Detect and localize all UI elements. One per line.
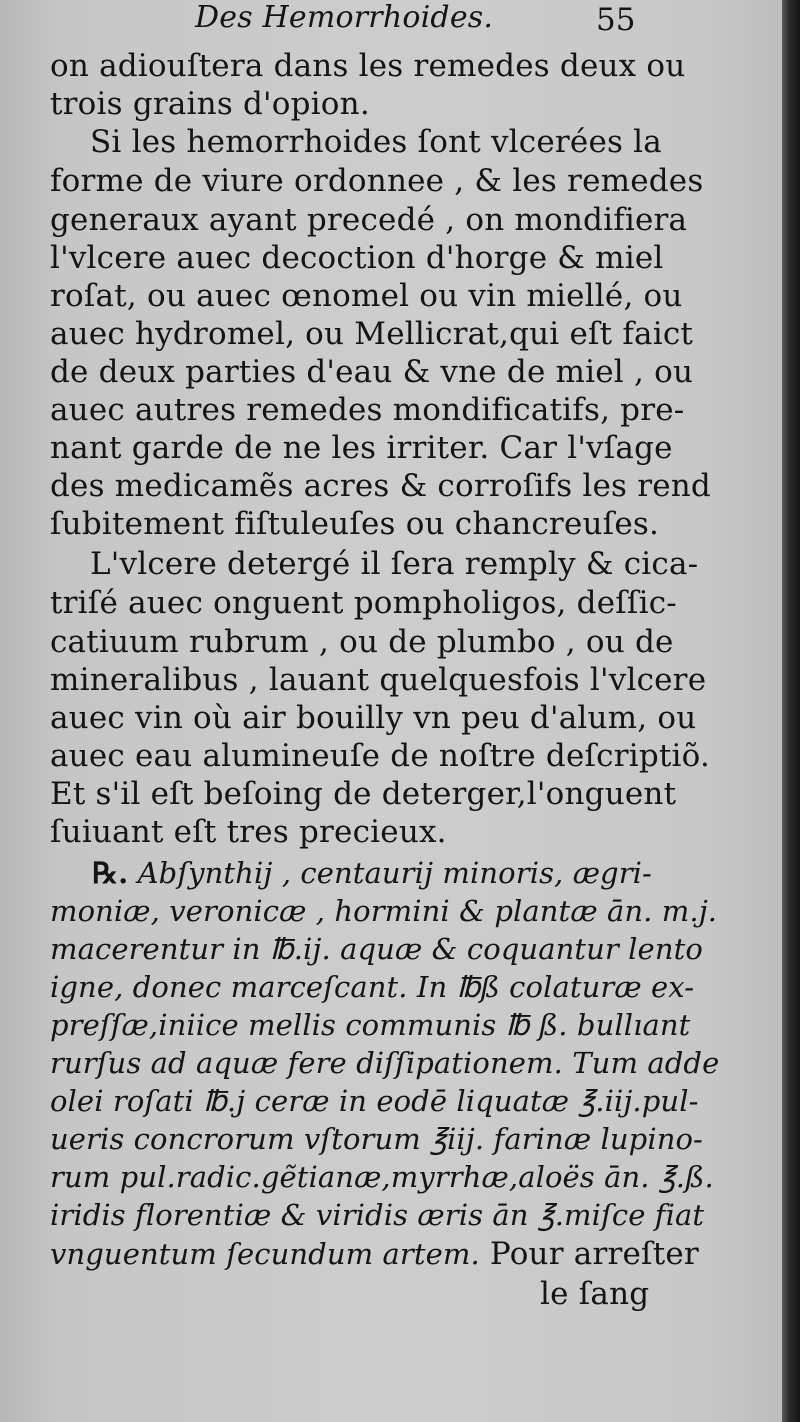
text-line: forme de viure ordonnee , & les remedes [50,163,704,199]
text-line: des medicamẽs acres & corroſifs les rend [50,468,711,504]
latin-recipe-line [92,856,652,890]
text-line: roſat, ou auec œnomel ou vin miellé, ou [50,278,683,314]
text-line: catiuum rubrum , ou de plumbo , ou de [50,624,674,660]
text-line: ſuiuant eſt tres precieux. [50,814,447,850]
text-line: on adiouſtera dans les remedes deux ou [50,48,686,84]
latin-recipe-line: rum pul.radic.gẽtianæ,myrrhæ,aloës ān. ℥.ß. [50,1160,714,1194]
latin-recipe-line: moniæ, veronicæ , hormini & plantæ ān. m.j. [50,894,718,928]
latin-text: vnguentum ſecundum artem. [50,1237,480,1271]
final-line [50,1236,699,1272]
text-line: de deux parties d'eau & vne de miel , ou [50,354,694,390]
page-edge-shadow [782,0,800,1422]
catchword: le ſang [540,1276,650,1312]
text-line: auec eau alumineuſe de noſtre deſcriptiõ. [50,738,711,774]
text-line: auec vin où air bouilly vn peu d'alum, ou [50,700,697,736]
french-text: Pour arreſter [489,1236,699,1272]
page-number: 55 [596,2,636,38]
latin-recipe-line: iridis florentiæ & viridis æris ān ℥.miſce fiat [50,1198,705,1232]
latin-recipe-line: olei roſati ℔.j ceræ in eodē liquatæ ℥.iij.pul- [50,1084,699,1118]
text-line: trois grains d'opion. [50,86,370,122]
text-line: Si les hemorrhoides ſont vlcerées la [90,124,662,160]
text-line: generaux ayant precedé , on mondifiera [50,202,688,238]
text-line: mineralibus , lauant quelquesfois l'vlcere [50,662,707,698]
text-line: nant garde de ne les irriter. Car l'vſage [50,430,673,466]
text-line: Et s'il eſt beſoing de deterger,l'onguent [50,776,677,812]
latin-recipe-line: igne, donec marceſcant. In ℔ß colaturæ ex- [50,970,695,1004]
running-title: Des Hemorrhoides. [195,0,494,35]
recipe-symbol: ℞. [92,856,129,890]
latin-recipe-line: ueris concrorum vſtorum ℥iij. farinæ lupino- [50,1122,703,1156]
text-line: ſubitement fiſtuleuſes ou chancreuſes. [50,506,660,542]
text-line: triſé auec onguent pompholigos, deſſic- [50,585,677,621]
text-line: auec autres remedes mondificatifs, pre- [50,392,685,428]
latin-recipe-line: macerentur in ℔.ij. aquæ & coquantur lento [50,932,703,966]
latin-text: Abſynthij , centaurij minoris, ægri- [137,856,652,890]
text-line: L'vlcere detergé il ſera remply & cica- [90,546,699,582]
text-line: l'vlcere auec decoction d'horge & miel [50,240,664,276]
text-line: auec hydromel, ou Mellicrat,qui eſt faict [50,316,694,352]
latin-recipe-line: rurſus ad aquæ fere diſſipationem. Tum adde [50,1046,720,1080]
latin-recipe-line: preſſæ,iniice mellis communis ℔ ß. bullıant [50,1008,691,1042]
